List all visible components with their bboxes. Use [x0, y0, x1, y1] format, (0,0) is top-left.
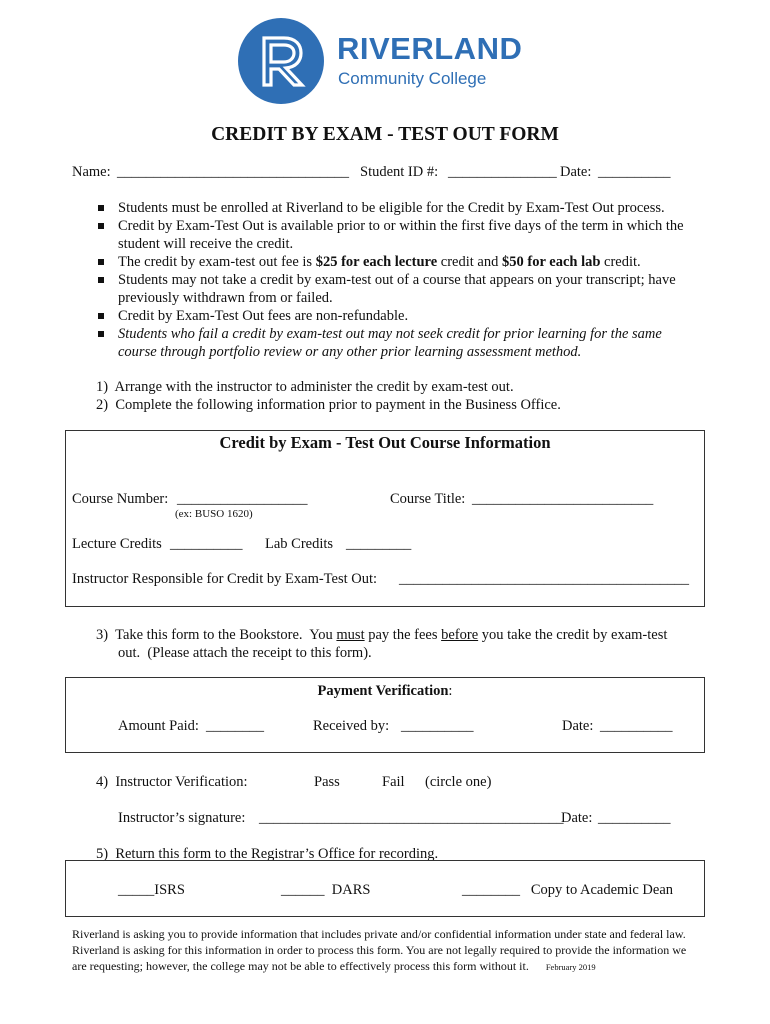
isrs-field[interactable]: _____ISRS	[118, 882, 185, 898]
form-title: CREDIT BY EXAM - TEST OUT FORM	[211, 124, 559, 145]
fail-option[interactable]: Fail	[382, 774, 405, 790]
rule-item: Credit by Exam-Test Out is available prior to or within the first five days of the term in which the student will receive the credit.	[96, 217, 696, 253]
rule-item: Credit by Exam-Test Out fees are non-refundable.	[96, 307, 696, 325]
step-3: 3) Take this form to the Bookstore. You must pay the fees before you take the credit by exam-test	[96, 627, 668, 643]
step-3-continued: out. (Please attach the receipt to this form).	[118, 645, 372, 661]
student-id-field[interactable]: _______________	[448, 164, 557, 180]
course-info-heading: Credit by Exam - Test Out Course Information	[219, 433, 551, 452]
lab-credits-label: Lab Credits	[265, 536, 334, 552]
step-5: 5) Return this form to the Registrar’s Office for recording.	[96, 846, 439, 862]
signature-label: Instructor’s signature:	[118, 810, 246, 826]
received-by-label: Received by:	[313, 718, 390, 734]
payment-date-field[interactable]: __________	[600, 718, 673, 734]
logo-r-icon	[238, 18, 324, 104]
instructor-label: Instructor Responsible for Credit by Exam-Test Out:	[72, 571, 378, 587]
received-by-field[interactable]: __________	[401, 718, 474, 734]
eligibility-rules	[96, 199, 696, 361]
name-label: Name:	[72, 164, 111, 180]
step-4: 4) Instructor Verification:	[96, 774, 248, 790]
form-date: February 2019	[545, 962, 596, 972]
signature-date-field[interactable]: __________	[598, 810, 671, 826]
circle-one-note: (circle one)	[425, 774, 492, 790]
date-field[interactable]: __________	[598, 164, 671, 180]
logo-subtitle: Community College	[338, 69, 487, 88]
lecture-credits-field[interactable]: __________	[170, 536, 243, 552]
signature-field[interactable]: __________________________________________	[259, 810, 564, 826]
payment-heading: Payment Verification:	[317, 683, 453, 699]
instructor-field[interactable]: ________________________________________	[399, 571, 689, 587]
dars-field[interactable]: ______ DARS	[281, 882, 371, 898]
course-number-field[interactable]: __________________	[177, 491, 308, 507]
payment-date-label: Date:	[562, 718, 594, 734]
step-2: 2) Complete the following information prior to payment in the Business Office.	[96, 397, 561, 413]
signature-date-label: Date:	[561, 810, 593, 826]
student-id-label: Student ID #:	[360, 164, 439, 180]
date-label: Date:	[560, 164, 592, 180]
lab-credits-field[interactable]: _________	[346, 536, 412, 552]
rule-item-fees: The credit by exam-test out fee is $25 for each lecture credit and $50 for each lab credit.	[96, 253, 696, 271]
course-title-label: Course Title:	[390, 491, 466, 507]
course-number-label: Course Number:	[72, 491, 169, 507]
pass-option[interactable]: Pass	[314, 774, 340, 790]
logo-name: RIVERLAND	[337, 31, 523, 66]
lecture-credits-label: Lecture Credits	[72, 536, 162, 552]
rule-item-italic: Students who fail a credit by exam-test out may not seek credit for prior learning for the same course through portfolio review or any other prior learning assessment method.	[96, 325, 696, 361]
rule-item: Students may not take a credit by exam-test out of a course that appears on your transcript; have previously withdrawn from or failed.	[96, 271, 696, 307]
amount-paid-label: Amount Paid:	[118, 718, 199, 734]
dean-copy-field[interactable]: ________ Copy to Academic Dean	[462, 882, 674, 898]
course-title-field[interactable]: _________________________	[472, 491, 654, 507]
college-logo	[238, 18, 538, 108]
rule-item: Students must be enrolled at Riverland to be eligible for the Credit by Exam-Test Out process.	[96, 199, 696, 217]
privacy-notice: Riverland is asking you to provide information that includes private and/or confidential information under state and federal law. Riverland is asking for this information in order to process this form. You are not legally required to provide the information we are requesting; however, the college may not be able to effectively process this form without it. February 2019	[72, 927, 687, 973]
name-field[interactable]: ________________________________	[117, 164, 349, 180]
course-number-hint: (ex: BUSO 1620)	[175, 508, 253, 520]
step-1: 1) Arrange with the instructor to administer the credit by exam-test out.	[96, 379, 514, 395]
amount-paid-field[interactable]: ________	[206, 718, 264, 734]
